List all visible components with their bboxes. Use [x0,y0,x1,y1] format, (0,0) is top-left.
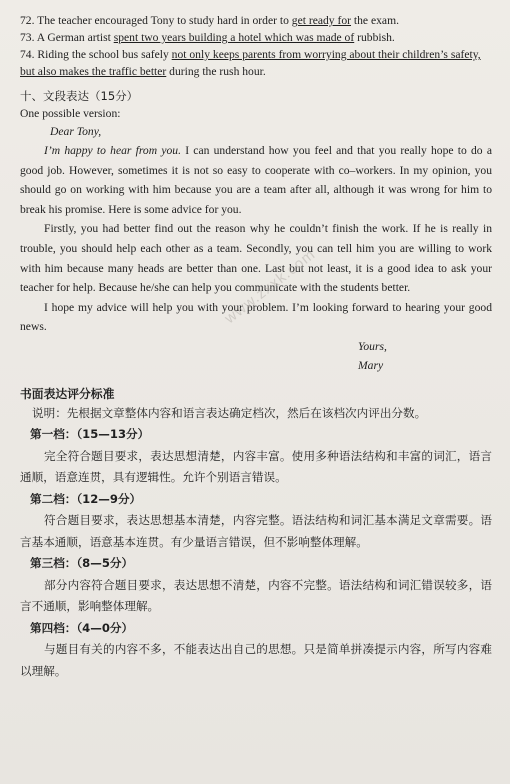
letter-paragraph-1 [20,141,492,219]
item-73-tail: rubbish. [354,31,395,44]
letter-paragraph-2: Firstly, you had better find out the reason why he couldn’t finish the work. If he is really in trouble, you should help each other as a team. Secondly, you can tell him you are willing to work with him because many heads are better than one. Last but not least, it is a good idea to ask your teacher for help. Because he/she can help you communicate with the students better. [20,222,492,295]
letter-salutation: Dear Tony, [50,125,102,138]
letter-closing: Yours, [358,339,387,353]
item-72-answer: get ready for [291,14,352,27]
level-4-description: 与题目有关的内容不多，不能表达出自己的思想。只是简单拼凑提示内容，所写内容难以理解。 [20,642,492,678]
level-3-description: 部分内容符合题目要求，表达思想不清楚，内容不完整。语法结构和词汇错误较多，语言不通顺，影响整体理解。 [20,577,492,614]
section-title: 十、文段表达（15分） [20,89,139,103]
watermark: www.zxxk.com [221,245,319,328]
item-73-text: 73. A German artist [20,31,114,44]
item-72 [20,12,492,29]
item-74-answer-1: not only keeps parents from worrying about their children’s safety, [171,48,481,61]
level-2-heading: 第二档：（12—9分） [30,491,142,506]
item-73-answer: spent two years building a hotel which was made of [113,31,355,44]
version-label: One possible version: [20,107,121,120]
item-74-text: 74. Riding the school bus safely [20,48,172,61]
item-74 [20,46,492,80]
item-73 [20,29,492,46]
scoring-title: 书面表达评分标准 [20,386,115,401]
level-2-description: 符合题目要求，表达思想基本清楚，内容完整。语法结构和词汇基本满足文章需要。语言基本通顺，语意基本连贯。有少量语言错误，但不影响整体理解。 [20,513,492,549]
level-1-description: 完全符合题目要求，表达思想清楚，内容丰富。使用多种语法结构和丰富的词汇，语言通顺，语意连贯，具有逻辑性。允许个别语言错误。 [20,448,492,485]
level-4-heading: 第四档：（4—0分） [30,620,134,635]
level-1-heading: 第一档：（15—13分） [30,427,150,442]
letter-signature: Mary [358,358,384,372]
letter-paragraph-1-text: I can understand how you feel and that you really hope to do a good job. However, sometimes it is not so easy to cooperate with co–workers. In my opinion, you should go on working with him because you are a team after all, although it was wrong for him to break his promise. Here is some advice for you. [20,144,492,216]
letter-paragraph-3: I hope my advice will help you with your problem. I’m looking forward to hearing your good news. [20,300,492,334]
item-74-answer-2: but also makes the traffic better [20,65,167,78]
scoring-intro: 说明：先根据文章整体内容和语言表达确定档次，然后在该档次内评出分数。 [32,405,427,420]
level-3-heading: 第三档：（8—5分） [30,556,134,571]
item-72-tail: the exam. [351,14,399,27]
item-72-text: 72. The teacher encouraged Tony to study hard in order to [20,14,292,27]
letter-opening: I’m happy to hear from you. [44,144,181,157]
item-74-tail: during the rush hour. [166,65,266,78]
